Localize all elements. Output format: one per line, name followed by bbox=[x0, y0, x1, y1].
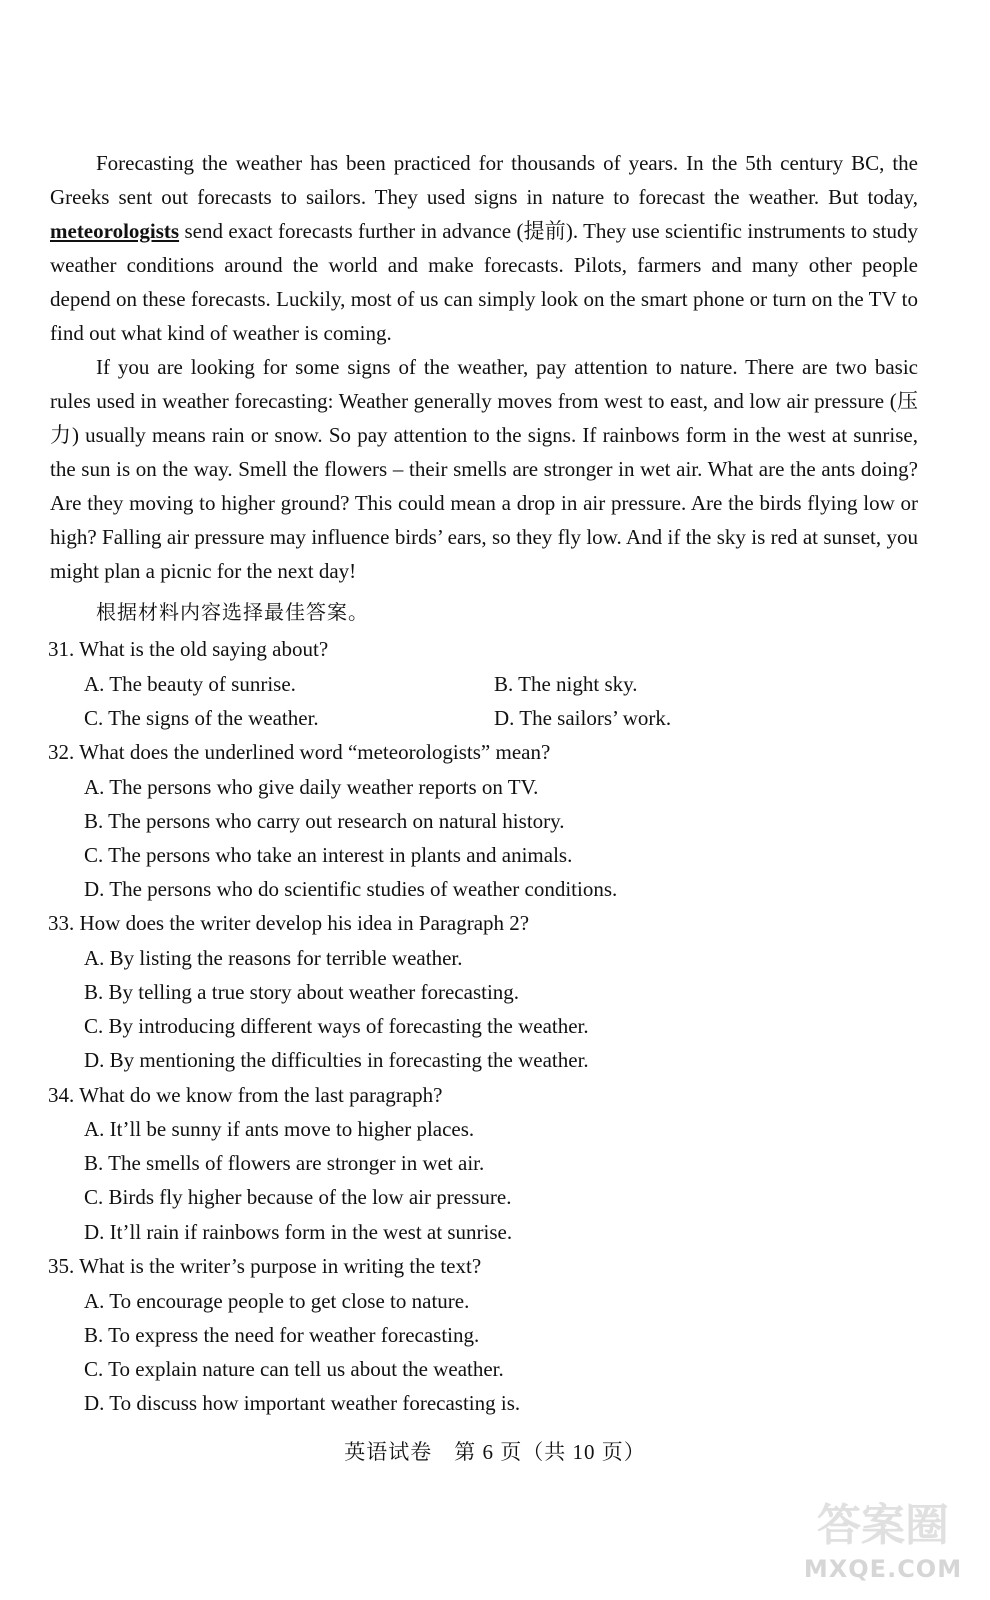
question-32-option-b[interactable]: B. The persons who carry out research on natural history. bbox=[84, 809, 565, 833]
question-33-option-a[interactable]: A. By listing the reasons for terrible weather. bbox=[84, 946, 463, 970]
question-31-option-a[interactable]: A. The beauty of sunrise. bbox=[84, 672, 296, 696]
question-31-option-d[interactable]: D. The sailors’ work. bbox=[494, 706, 672, 730]
question-35-option-b[interactable]: B. To express the need for weather forecasting. bbox=[84, 1323, 480, 1347]
page-footer: 英语试卷 第 6 页（共 10 页） bbox=[344, 1440, 646, 1464]
question-35-stem: 35. What is the writer’s purpose in writing the text? bbox=[48, 1254, 482, 1278]
underlined-word: meteorologists bbox=[50, 219, 180, 243]
question-33-stem: 33. How does the writer develop his idea in Paragraph 2? bbox=[48, 911, 530, 935]
instruction: 根据材料内容选择最佳答案。 bbox=[96, 602, 369, 624]
question-32-option-d[interactable]: D. The persons who do scientific studies of weather conditions. bbox=[84, 877, 618, 901]
passage-paragraph-1 bbox=[50, 146, 918, 350]
question-34-option-c[interactable]: C. Birds fly higher because of the low air pressure. bbox=[84, 1185, 512, 1209]
paragraph-1-text-start: Forecasting the weather has been practiced for thousands of years. In the 5th century BC, the Greeks sent out forecasts to sailors. They used signs in nature to forecast the weather. But today, bbox=[50, 151, 918, 209]
question-33-option-c[interactable]: C. By introducing different ways of forecasting the weather. bbox=[84, 1014, 589, 1038]
question-32-option-c[interactable]: C. The persons who take an interest in plants and animals. bbox=[84, 843, 573, 867]
question-31-option-b[interactable]: B. The night sky. bbox=[494, 672, 638, 696]
question-31-option-c[interactable]: C. The signs of the weather. bbox=[84, 706, 319, 730]
question-33-option-d[interactable]: D. By mentioning the difficulties in forecasting the weather. bbox=[84, 1048, 589, 1072]
question-34-option-a[interactable]: A. It’ll be sunny if ants move to higher places. bbox=[84, 1117, 475, 1141]
watermark-logo bbox=[798, 1498, 968, 1594]
question-34-option-d[interactable]: D. It’ll rain if rainbows form in the west at sunrise. bbox=[84, 1220, 513, 1244]
question-33-option-b[interactable]: B. By telling a true story about weather forecasting. bbox=[84, 980, 520, 1004]
passage-paragraph-2: If you are looking for some signs of the weather, pay attention to nature. There are two basic rules used in weather forecasting: Weather generally moves from west to east, and low air pressure (压力) usually means rain or snow. So pay attention to the signs. If rainbows form in the west at sunrise, the sun is on the way. Smell the flowers – their smells are stronger in wet air. What are the ants doing? Are they moving to higher ground? This could mean a drop in air pressure. Are the birds flying low or high? Falling air pressure may influence birds’ ears, so they fly low. And if the sky is red at sunset, you might plan a picnic for the next day! bbox=[50, 355, 918, 583]
question-35-option-a[interactable]: A. To encourage people to get close to nature. bbox=[84, 1289, 470, 1313]
watermark-bottom-text: MXQE.COM bbox=[803, 1555, 963, 1583]
question-34-stem: 34. What do we know from the last paragraph? bbox=[48, 1083, 443, 1107]
watermark-top-text: 答案圈 bbox=[817, 1500, 949, 1551]
question-32-stem: 32. What does the underlined word “meteorologists” mean? bbox=[48, 740, 551, 764]
question-31-stem: 31. What is the old saying about? bbox=[48, 637, 329, 661]
question-32-option-a[interactable]: A. The persons who give daily weather reports on TV. bbox=[84, 775, 539, 799]
question-35-option-c[interactable]: C. To explain nature can tell us about the weather. bbox=[84, 1357, 504, 1381]
paragraph-1-text-end: send exact forecasts further in advance (提前). They use scientific instruments to study weather conditions around the world and make forecasts. Pilots, farmers and many other people depend on these forecasts. Luckily, most of us can simply look on the smart phone or turn on the TV to find out what kind of weather is coming. bbox=[50, 219, 918, 345]
question-35-option-d[interactable]: D. To discuss how important weather forecasting is. bbox=[84, 1391, 521, 1415]
question-34-option-b[interactable]: B. The smells of flowers are stronger in wet air. bbox=[84, 1151, 485, 1175]
